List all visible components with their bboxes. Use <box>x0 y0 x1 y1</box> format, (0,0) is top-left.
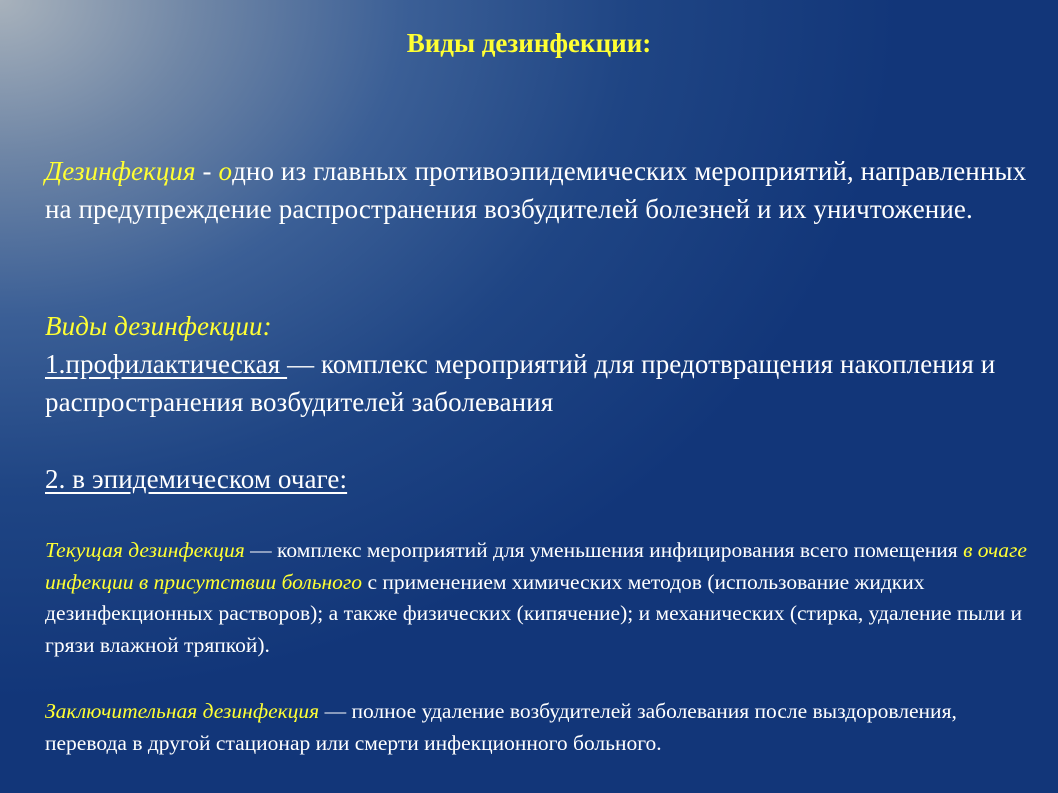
definition-first-letter: о <box>218 156 233 186</box>
types-heading: Виды дезинфекции: <box>45 311 272 341</box>
type-item-2-label: 2. в эпидемическом очаге: <box>45 464 348 494</box>
types-section <box>45 307 1038 421</box>
type-item-1 <box>45 345 1038 421</box>
type-item-2 <box>45 460 1038 498</box>
current-text-2: с применением химических методов (использование жидких дезинфекционных растворов); а также физических (кипячение); и механических (стирка, удаление пыли и грязи влажной тряпкой). <box>45 569 1022 657</box>
type-item-1-label: 1.профилактическая <box>45 349 288 379</box>
definition-text: дно из главных противоэпидемических мероприятий, направленных на предупреждение распространения возбудителей болезней и их уничтожение. <box>45 156 1027 224</box>
final-text: — полное удаление возбудителей заболевания после выздоровления, перевода в другой стационар или смерти инфекционного больного. <box>45 699 957 755</box>
current-text-1: — комплекс мероприятий для уменьшения инфицирования всего помещения <box>244 538 964 562</box>
current-term: Текущая дезинфекция <box>45 538 245 562</box>
final-disinfection-paragraph <box>45 696 1038 759</box>
slide-title: Виды дезинфекции: <box>406 28 652 58</box>
current-disinfection-paragraph <box>45 535 1038 661</box>
definition-dash: - <box>195 156 219 186</box>
type-item-1-text: — комплекс мероприятий для предотвращения накопления и распространения возбудителей заболевания <box>45 349 996 417</box>
definition-paragraph <box>45 152 1038 228</box>
current-highlight: в очаге инфекции в присутствии больного <box>45 538 1027 594</box>
final-term: Заключительная дезинфекция <box>45 699 320 723</box>
definition-term: Дезинфекция <box>45 156 196 186</box>
